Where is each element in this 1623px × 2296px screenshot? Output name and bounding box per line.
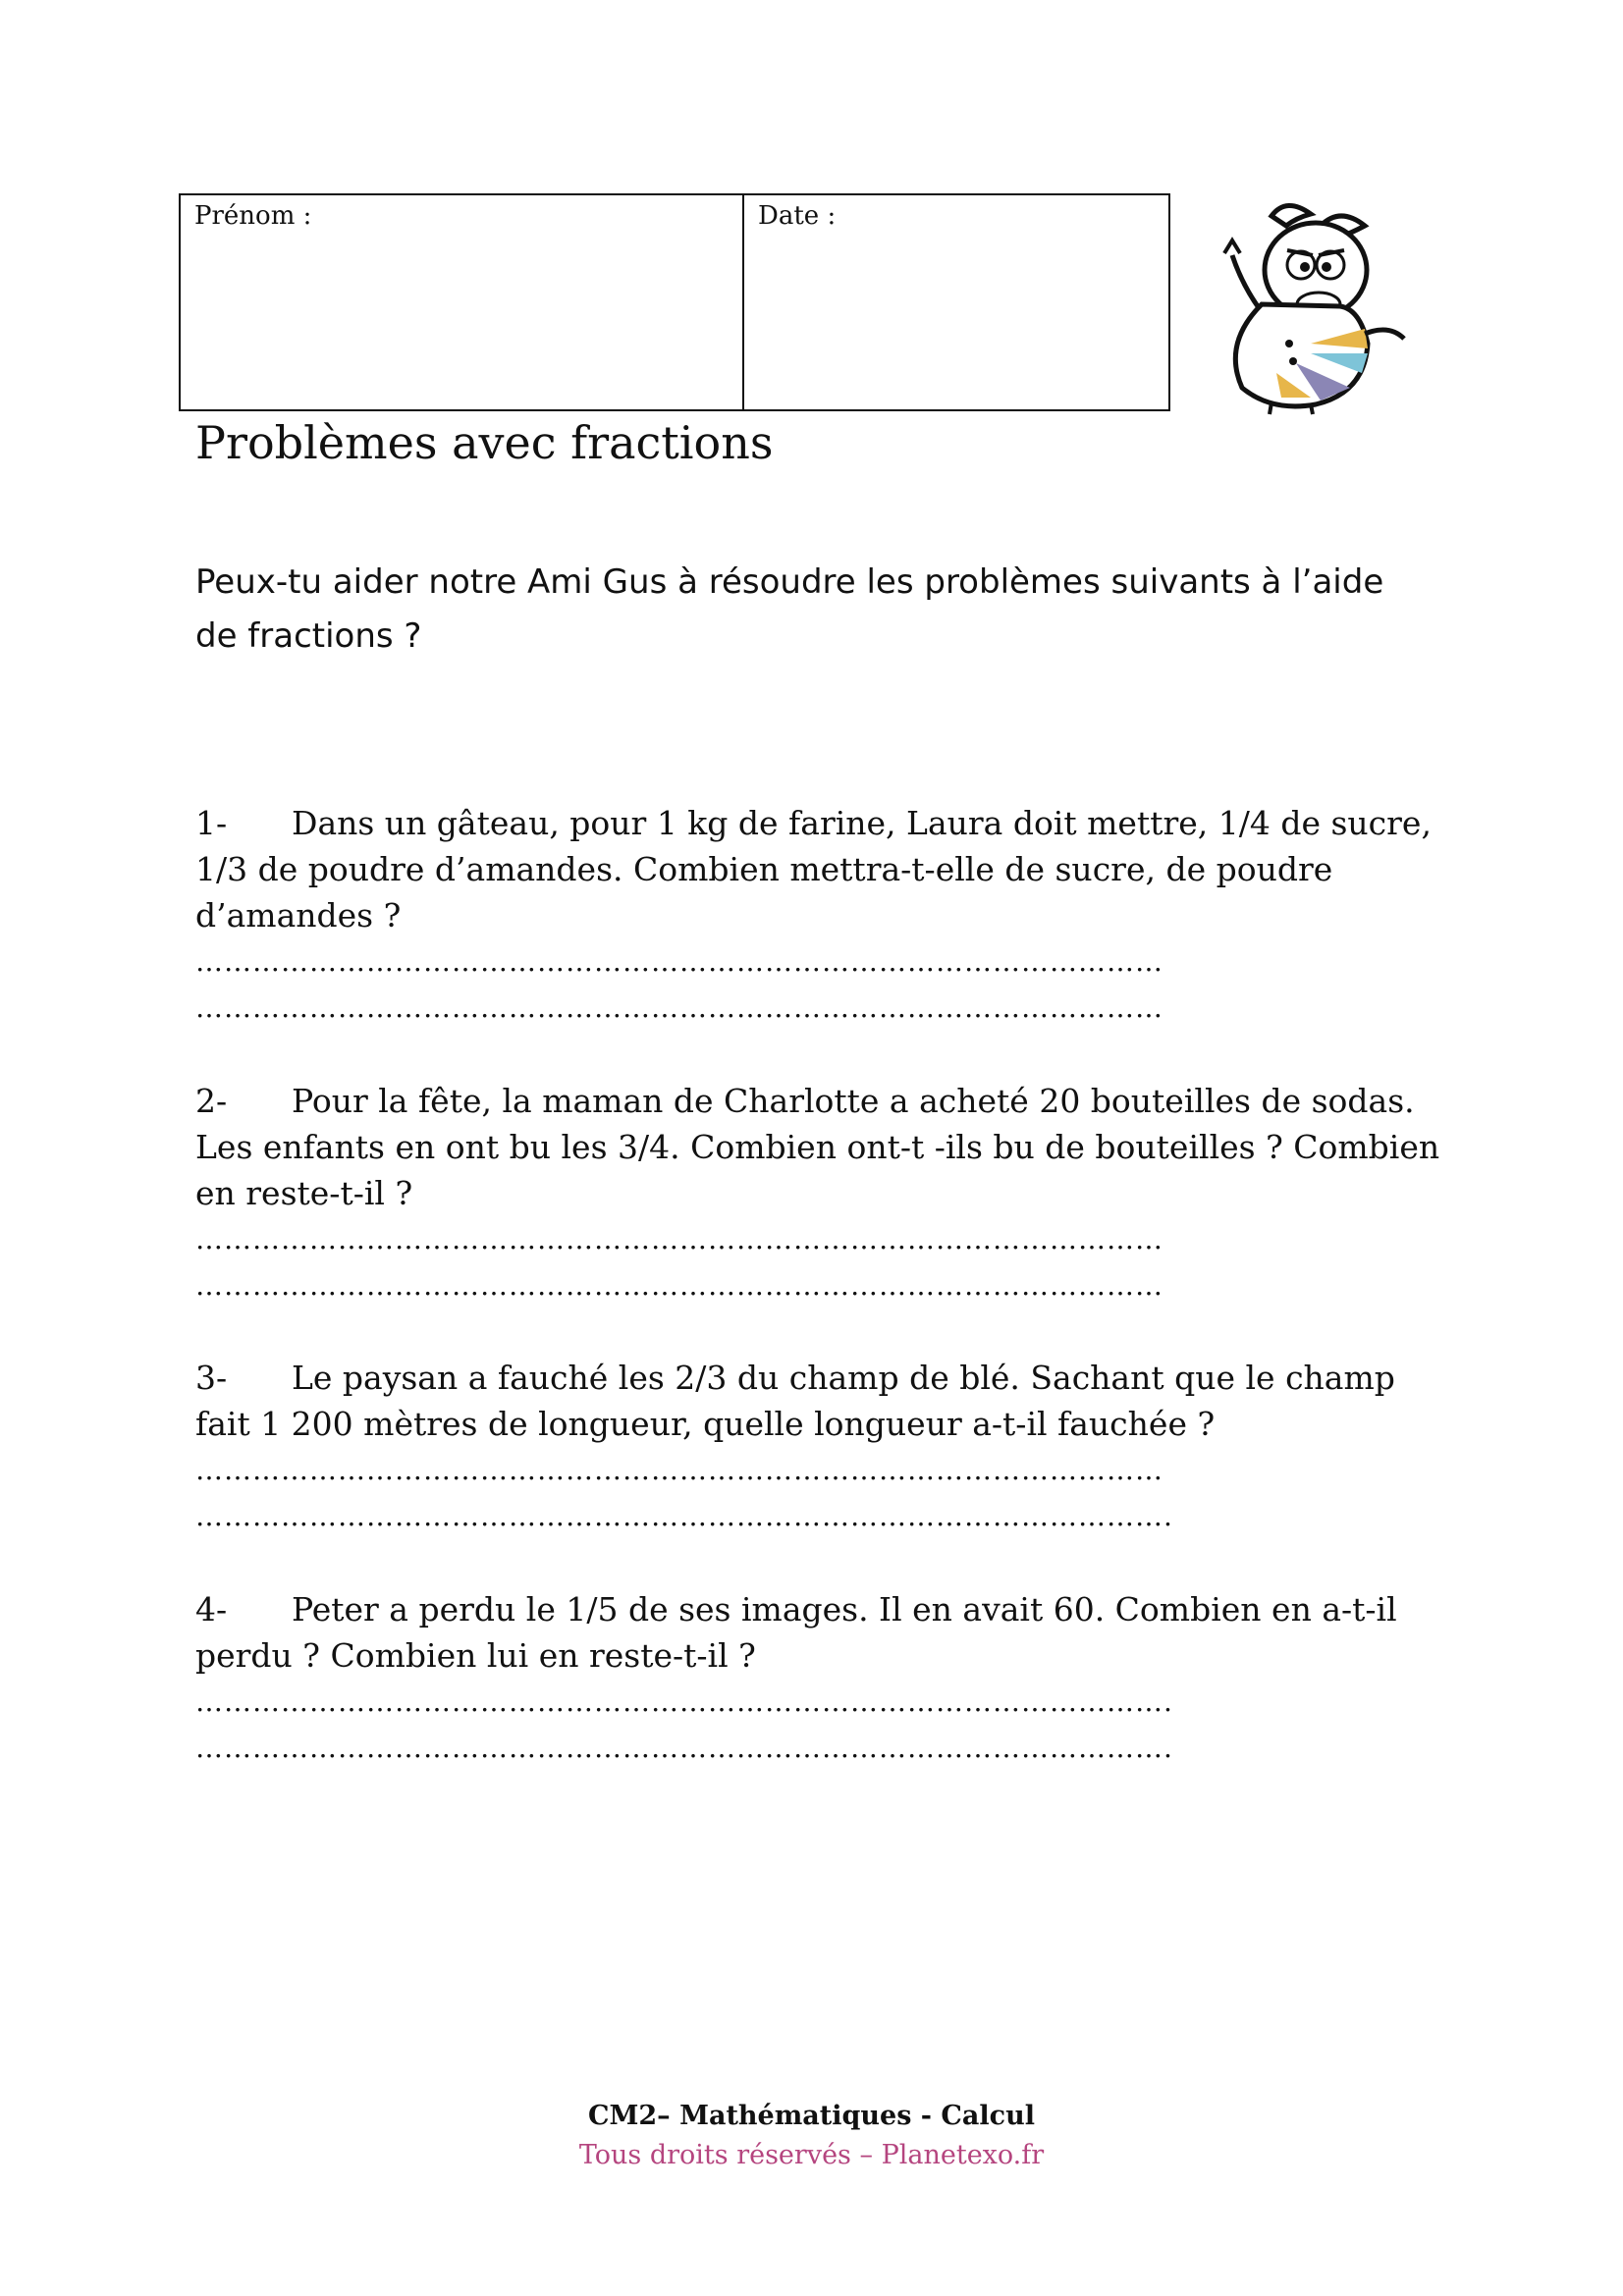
problem-statement: Dans un gâteau, pour 1 kg de farine, Laura doit mettre, 1/4 de sucre, 1/3 de poudre d’amandes. Combien mettra-t-elle de sucre, de poudre d’amandes ?	[195, 804, 1432, 934]
student-info-table	[179, 193, 1170, 411]
prenom-label: Prénom :	[194, 201, 312, 231]
problem-statement: Pour la fête, la maman de Charlotte a acheté 20 bouteilles de sodas. Les enfants en ont bu les 3/4. Combien ont-t -ils bu de bouteilles ? Combien en reste-t-il ?	[195, 1082, 1440, 1212]
answer-line[interactable]: …………………………………………………………………………………………	[195, 945, 1163, 978]
problem-statement: Le paysan a fauché les 2/3 du champ de blé. Sachant que le champ fait 1 200 mètres de longueur, quelle longueur a-t-il fauchée ?	[195, 1359, 1395, 1443]
problem-2	[195, 1078, 1452, 1308]
answer-line[interactable]: …………………………………………………………………………………………	[195, 1223, 1163, 1255]
problem-text	[195, 1355, 1452, 1447]
problem-text	[195, 1586, 1452, 1679]
answer-line[interactable]: …………………………………………………………………………………………	[195, 991, 1163, 1024]
answer-line[interactable]: ………………………………………………………………………………………….	[195, 1685, 1173, 1718]
footer-subject: CM2– Mathématiques - Calcul	[588, 2101, 1035, 2131]
prenom-field[interactable]	[181, 195, 744, 409]
answer-line[interactable]: ………………………………………………………………………………………….	[195, 1500, 1173, 1532]
intro-instructions: Peux-tu aider notre Ami Gus à résoudre les problèmes suivants à l’aide de fractions ?	[195, 562, 1384, 656]
problem-text	[195, 1078, 1452, 1216]
problem-number: 3-	[195, 1359, 228, 1397]
problem-number: 4-	[195, 1590, 228, 1629]
answer-line[interactable]: ………………………………………………………………………………………….	[195, 1732, 1173, 1764]
date-label: Date :	[758, 201, 837, 231]
date-field[interactable]	[744, 195, 1168, 409]
problem-1	[195, 800, 1452, 1031]
page-title: Problèmes avec fractions	[195, 416, 774, 469]
problem-3	[195, 1355, 1452, 1539]
problem-text	[195, 800, 1452, 938]
problem-number: 2-	[195, 1082, 228, 1120]
gus-mascot-illustration	[1203, 196, 1414, 417]
problem-number: 1-	[195, 804, 228, 842]
answer-line[interactable]: …………………………………………………………………………………………	[195, 1269, 1163, 1302]
problem-statement: Peter a perdu le 1/5 de ses images. Il en avait 60. Combien en a-t-il perdu ? Combien lui en reste-t-il ?	[195, 1590, 1397, 1675]
footer-copyright: Tous droits réservés – Planetexo.fr	[578, 2140, 1045, 2170]
answer-line[interactable]: …………………………………………………………………………………………	[195, 1454, 1163, 1486]
problem-4	[195, 1586, 1452, 1771]
